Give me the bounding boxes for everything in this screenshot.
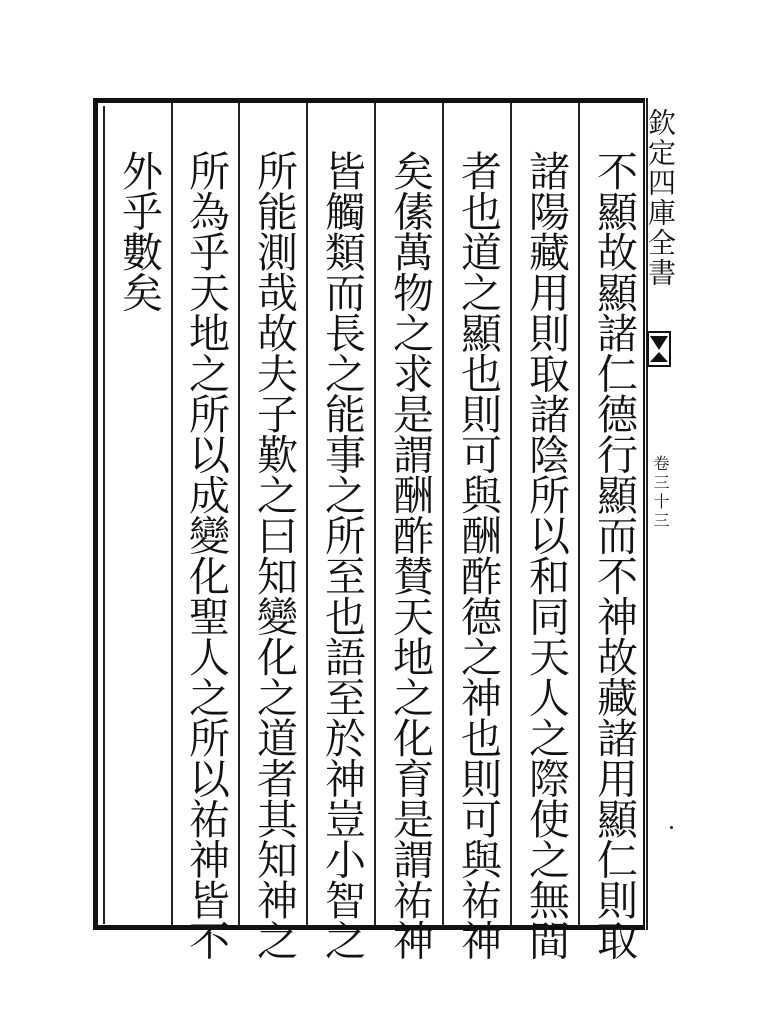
text-column-7: 所為乎天地之所以成變化聖人之所以祐神皆不: [182, 150, 230, 960]
text-column-4: 矣傃萬物之求是謂酬酢賛天地之化育是謂祐神: [386, 150, 434, 960]
text-column-3: 者也道之顯也則可與酬酢德之神也則可與祐神: [454, 150, 502, 960]
column-divider: [374, 103, 376, 925]
text-column-6: 所能測哉故夫子歎之曰知變化之道者其知神之: [250, 150, 298, 960]
book-title: 欽定四庫全書: [644, 108, 677, 288]
text-column-2: 諸陽藏用則取諸陰所以和同天人之際使之無間: [522, 150, 570, 960]
column-divider: [171, 103, 173, 925]
column-divider: [510, 103, 512, 925]
text-column-5: 皆觸類而長之能事之所至也語至於神豈小智之: [318, 150, 366, 960]
column-divider: [306, 103, 308, 925]
fishtail-mark-icon: [646, 330, 672, 368]
column-divider: [442, 103, 444, 925]
column-divider: [238, 103, 240, 925]
column-divider: [578, 103, 580, 925]
margin-dot: [670, 826, 673, 829]
text-column-8: 外乎數矣: [115, 150, 163, 312]
volume-number: 卷三十三: [651, 455, 670, 531]
text-column-1: 不顯故顯諸仁德行顯而不神故藏諸用顯仁則取: [590, 150, 638, 960]
left-inner-border: [103, 106, 105, 924]
